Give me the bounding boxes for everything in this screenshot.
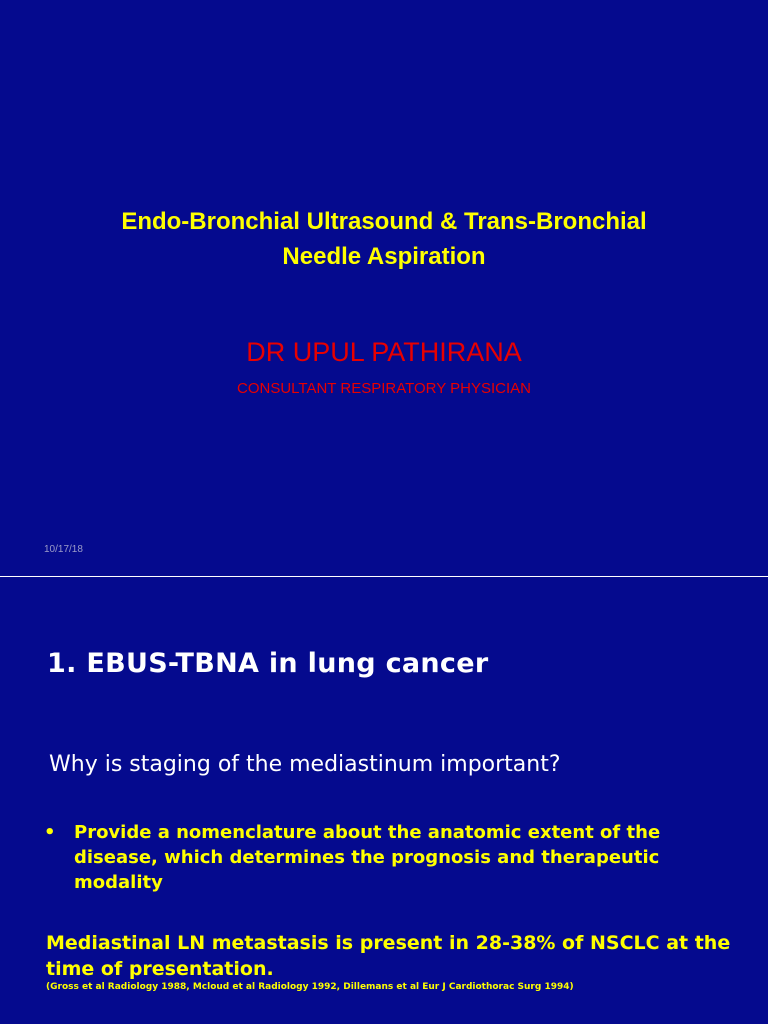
slide-title-line-1: Endo-Bronchial Ultrasound & Trans-Bronchial	[121, 208, 647, 235]
citation-text: (Gross et al Radiology 1988, Mcloud et al Radiology 1992, Dillemans et al Eur J Cardiothorac Surg 1994)	[46, 982, 574, 992]
slide-question: Why is staging of the mediastinum important?	[49, 752, 561, 777]
slide-heading: 1. EBUS-TBNA in lung cancer	[47, 648, 489, 679]
presenter-role: CONSULTANT RESPIRATORY PHYSICIAN	[237, 380, 531, 397]
bullet-text: Provide a nomenclature about the anatomic extent of the disease, which determines the prognosis and therapeutic modality	[74, 822, 661, 893]
bullet-item	[44, 820, 704, 895]
presenter-name: DR UPUL PATHIRANA	[246, 337, 522, 367]
bullet-marker: •	[44, 822, 56, 843]
slide-title	[84, 204, 684, 274]
statistic-text: Mediastinal LN metastasis is present in 28-38% of NSCLC at the time of presentation.	[46, 932, 731, 980]
content-slide	[0, 577, 768, 1024]
slide-title-line-2: Needle Aspiration	[282, 243, 486, 270]
slide-date: 10/17/18	[44, 544, 83, 555]
